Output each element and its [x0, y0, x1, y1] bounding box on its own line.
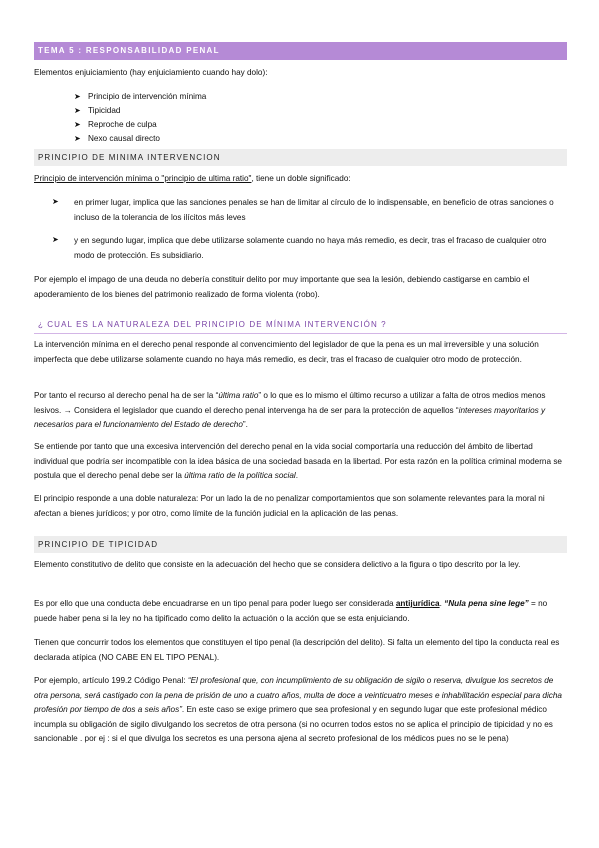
tipicidad-p4: Por ejemplo, artículo 199.2 Código Penal: “El profesional que, con incumplimiento de su obligación de sigilo o reserva, divulgue los secretos de otra persona, será castigado con la pena de prisión de uno a cuatro años, multa de doce a veinticuatro meses e inhabilitación especial para dicha profesión por tiempo de dos a seis años”. En este caso se exige primero que sea profesional y en segundo lugar que este profesional médico incumpla su obligación de sigilo divulgando los secretos de otra persona (si no ocurren todos estos no se aplica el principio de tipicidad y no es sancionable . por ej : si el que divulga los secretos es una persona ajena al secreto profesional de los médicos pues no se le pena): [34, 676, 562, 744]
tipicidad-p1: Elemento constitutivo de delito que consiste en la adecuación del hecho que se considera delictivo a la figura o tipo descrito por la ley.: [34, 560, 521, 569]
section-heading-tipicidad: PRINCIPIO DE TIPICIDAD: [34, 536, 567, 553]
minima-intro: Principio de intervención mínima o "principio de ultima ratio", tiene un doble significado:: [34, 174, 351, 183]
arrowhead-bullet-icon: ➤: [52, 235, 59, 244]
section-heading-minima: PRINCIPIO DE MINIMA INTERVENCION: [34, 149, 567, 166]
naturaleza-p2: Por tanto el recurso al derecho penal ha de ser la “última ratio” o lo que es lo mismo el último recurso a utilizar a falta de otros medios menos lesivos. → Considera el legislador que cuando el derecho penal intervenga ha de ser para la protección de aquellos “intereses mayoritarios y necesarios para el funcionamiento del Estado de derecho”.: [34, 391, 546, 430]
list-item: ➤ Tipicidad: [74, 104, 206, 118]
tema-title: TEMA 5 : RESPONSABILIDAD PENAL: [38, 46, 220, 55]
minima-bullet-1: en primer lugar, implica que las sanciones penales se han de limitar al círculo de lo indispensable, en beneficio de otras sanciones o incluso de la tolerancia de los ilícitos más leves: [74, 198, 554, 222]
elementos-intro: Elementos enjuiciamiento (hay enjuiciamiento cuando hay dolo):: [34, 68, 268, 77]
arrowhead-bullet-icon: ➤: [74, 134, 81, 143]
arrowhead-bullet-icon: ➤: [74, 92, 81, 101]
list-item: ➤ Reproche de culpa: [74, 118, 206, 132]
list-item: ➤ Nexo causal directo: [74, 132, 206, 146]
minima-bullet-2: y en segundo lugar, implica que debe utilizarse solamente cuando no haya más remedio, es decir, tras el fracaso de cualquier otro modo de protección. Es subsidiario.: [74, 236, 547, 260]
list-item: ➤ Principio de intervención mínima: [74, 90, 206, 104]
section-heading-naturaleza: ¿ CUAL ES LA NATURALEZA DEL PRINCIPIO DE MÍNIMA INTERVENCIÓN ?: [34, 318, 567, 334]
tipicidad-p3: Tienen que concurrir todos los elementos que constituyen el tipo penal (la descripción del delito). Si falta un elemento del tipo la conducta real es declarada atípica (NO CABE EN EL TIPO PENAL).: [34, 638, 560, 662]
arrowhead-bullet-icon: ➤: [74, 106, 81, 115]
arrowhead-bullet-icon: ➤: [74, 120, 81, 129]
tipicidad-p2: Es por ello que una conducta debe encuadrarse en un tipo penal para poder luego ser considerada antijurídica. “Nula pena sine lege” = no puede haber pena si la ley no ha tipificado como delito la actuación o la acción que se esta enjuiciando.: [34, 599, 548, 623]
naturaleza-p3: Se entiende por tanto que una excesiva intervención del derecho penal en la vida social comportaría una reducción del ámbito de libertad individual que podría ser incompatible con la idea básica de una sociedad basada en la libertad. Por esta razón en la política criminal moderna se postula que el derecho penal debe ser la última ratio de la política social.: [34, 442, 562, 481]
arrowhead-bullet-icon: ➤: [52, 197, 59, 206]
naturaleza-p4: El principio responde a una doble naturaleza: Por un lado la de no penalizar comportamientos que son solamente relevantes para la moral ni afectan a bienes jurídicos; y por otro, como límite de la función judicial en la aplicación de las penas.: [34, 494, 545, 518]
naturaleza-p1: La intervención mínima en el derecho penal responde al convencimiento del legislador de que la pena es un mal irreversible y una solución imperfecta que debe utilizarse solamente cuando no haya más remedio, es decir, tras el fracaso de cualquier otro modo de protección.: [34, 340, 539, 364]
tema-title-bar: [34, 42, 567, 60]
elementos-list: [74, 90, 206, 146]
minima-example: Por ejemplo el impago de una deuda no debería constituir delito por muy importante que sea la lesión, debiendo castigarse en cambio el apoderamiento de los bienes del patrimonio realizado de forma violenta (robo).: [34, 275, 530, 299]
